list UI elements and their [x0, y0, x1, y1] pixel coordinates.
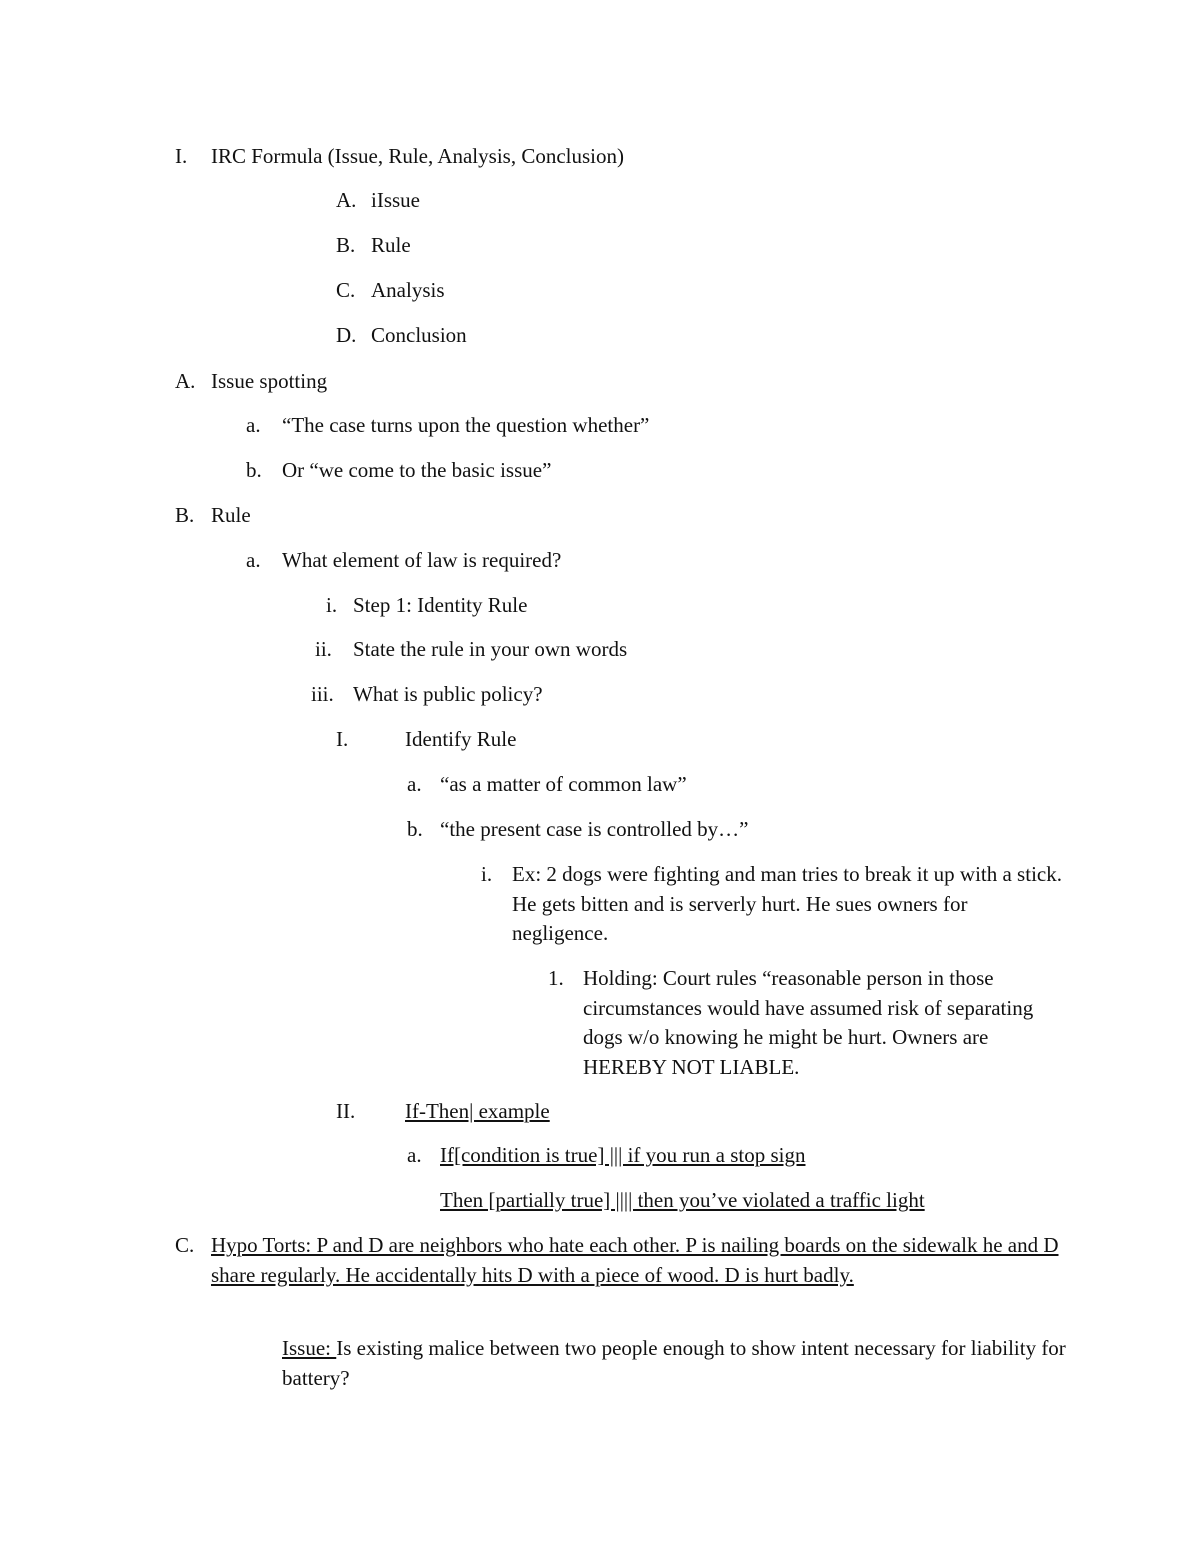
- list-item: Analysis: [371, 278, 445, 302]
- list-item: Rule: [371, 233, 411, 257]
- list-item: Conclusion: [371, 323, 467, 347]
- list-item: What is public policy?: [353, 682, 543, 706]
- heading-rule: Rule: [211, 503, 251, 527]
- outline-number: A.: [175, 369, 196, 393]
- outline-number: A.: [336, 188, 357, 212]
- list-item: Identify Rule: [405, 727, 517, 751]
- issue-paragraph: [282, 1334, 1072, 1393]
- list-item: If-Then| example: [405, 1099, 550, 1123]
- list-item: “as a matter of common law”: [440, 772, 687, 796]
- list-item: Or “we come to the basic issue”: [282, 458, 552, 482]
- heading-irc-formula: IRC Formula (Issue, Rule, Analysis, Conclusion): [211, 144, 624, 168]
- heading-issue-spotting: Issue spotting: [211, 369, 328, 393]
- list-item: Then [partially true] |||| then you’ve violated a traffic light: [440, 1188, 925, 1212]
- hypo-paragraph: Hypo Torts: P and D are neighbors who hate each other. P is nailing boards on the sidewalk he and D share regularly. He accidentally hits D with a piece of wood. D is hurt badly.: [211, 1233, 1059, 1287]
- list-item: “The case turns upon the question whether”: [282, 413, 650, 437]
- list-item: What element of law is required?: [282, 548, 562, 572]
- example-paragraph: Ex: 2 dogs were fighting and man tries to break it up with a stick. He gets bitten and is serverly hurt. He sues owners for negligence.: [512, 862, 1062, 945]
- outline-number: B.: [175, 503, 195, 527]
- outline-number: i.: [481, 862, 493, 886]
- list-item: If[condition is true] ||| if you run a stop sign: [440, 1143, 806, 1167]
- outline-number: B.: [336, 233, 356, 257]
- list-item: iIssue: [371, 188, 420, 212]
- outline-number: C.: [175, 1233, 195, 1257]
- outline-number: I.: [175, 144, 188, 168]
- outline-number: b.: [407, 817, 423, 841]
- outline-number: C.: [336, 278, 356, 302]
- outline-number: ii.: [315, 637, 332, 661]
- list-item: Step 1: Identity Rule: [353, 593, 528, 617]
- outline-number: a.: [407, 1143, 422, 1167]
- issue-label: Issue:: [282, 1336, 337, 1360]
- issue-text: Is existing malice between two people enough to show intent necessary for liability for battery?: [282, 1336, 1066, 1390]
- list-item: “the present case is controlled by…”: [440, 817, 749, 841]
- outline-number: a.: [407, 772, 422, 796]
- outline-number: I.: [336, 727, 349, 751]
- outline-number: iii.: [311, 682, 334, 706]
- outline-number: D.: [336, 323, 357, 347]
- outline-number: a.: [246, 548, 261, 572]
- outline-number: 1.: [548, 966, 564, 990]
- list-item: State the rule in your own words: [353, 637, 628, 661]
- outline-number: a.: [246, 413, 261, 437]
- outline-number: i.: [326, 593, 338, 617]
- holding-paragraph: Holding: Court rules “reasonable person in those circumstances would have assumed risk of separating dogs w/o knowing he might be hurt. Owners are HEREBY NOT LIABLE.: [583, 966, 1034, 1079]
- outline-number: II.: [336, 1099, 356, 1123]
- outline-number: b.: [246, 458, 262, 482]
